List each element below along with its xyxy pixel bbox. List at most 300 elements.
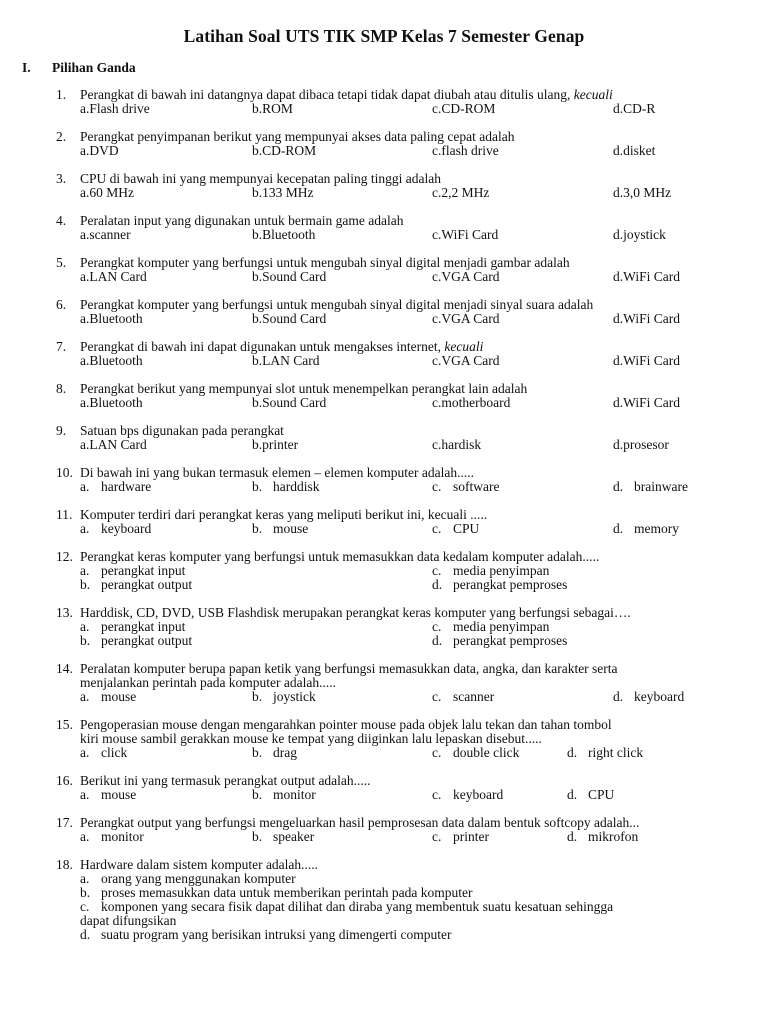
option-a: [80, 228, 131, 242]
option-b: [252, 746, 297, 760]
option-b: [252, 690, 316, 704]
option-row: [56, 438, 756, 452]
question-number: 14.: [56, 661, 73, 676]
option-a: [80, 746, 127, 760]
question-text: Perangkat di bawah ini dapat digunakan untuk mengakses internet, kecuali: [80, 339, 484, 354]
question-stem: [56, 466, 756, 480]
question-number: 10.: [56, 465, 73, 480]
option-row: [56, 270, 756, 284]
option-text: motherboard: [441, 395, 511, 410]
option-d: [613, 144, 655, 158]
option-a: [80, 270, 147, 284]
option-text: drag: [273, 745, 297, 760]
option-text: mouse: [273, 521, 309, 536]
question-6: [56, 298, 756, 326]
question-text: Satuan bps digunakan pada perangkat: [80, 423, 284, 438]
question-13: [56, 606, 756, 648]
option-letter: d.: [613, 353, 624, 368]
option-d: [613, 690, 684, 704]
option-a: [56, 872, 756, 886]
question-stem: [56, 550, 756, 564]
question-15: [56, 718, 756, 760]
option-text: Sound Card: [262, 269, 327, 284]
question-number: 3.: [56, 171, 67, 186]
section-heading: [22, 60, 136, 76]
question-stem: [56, 662, 756, 676]
option-letter: a.: [80, 689, 90, 704]
question-stem: [56, 298, 756, 312]
option-text: software: [453, 479, 500, 494]
option-text: media penyimpan: [453, 619, 550, 634]
option-letter: a.: [80, 619, 90, 634]
question-text: CPU di bawah ini yang mempunyai kecepatan paling tinggi adalah: [80, 171, 442, 186]
question-text: Perangkat penyimpanan berikut yang mempunyai akses data paling cepat adalah: [80, 129, 515, 144]
option-row: [56, 228, 756, 242]
option-letter: a.: [80, 437, 90, 452]
option-letter: b.: [252, 269, 263, 284]
option-letter: b.: [252, 521, 263, 536]
option-letter: b.: [252, 227, 263, 242]
option-letter: b.: [252, 689, 263, 704]
option-text: hardisk: [441, 437, 482, 452]
option-row: [56, 788, 756, 802]
question-16: [56, 774, 756, 802]
option-d: [613, 228, 666, 242]
option-text: monitor: [101, 829, 144, 844]
option-letter: b.: [252, 101, 263, 116]
option-text: double click: [453, 745, 520, 760]
option-d: [613, 396, 680, 410]
option-a: [80, 312, 143, 326]
option-b: [56, 886, 756, 900]
option-b: [252, 480, 320, 494]
question-number: 5.: [56, 255, 67, 270]
option-text: hardware: [101, 479, 152, 494]
option-text: keyboard: [101, 521, 152, 536]
question-number: 2.: [56, 129, 67, 144]
option-b: [252, 788, 316, 802]
question-text: Perangkat komputer yang berfungsi untuk mengubah sinyal digital menjadi gambar adalah: [80, 255, 570, 270]
option-text: Flash drive: [89, 101, 150, 116]
question-stem: [56, 718, 756, 732]
option-d: [613, 102, 655, 116]
question-2: [56, 130, 756, 158]
question-text-continued: kiri mouse sambil gerakkan mouse ke tempat yang diiginkan lalu lepaskan disebut.....: [80, 731, 542, 746]
question-12: [56, 550, 756, 592]
option-letter: a.: [80, 563, 90, 578]
option-text: Bluetooth: [89, 395, 143, 410]
option-d: [613, 480, 688, 494]
option-a: [80, 830, 144, 844]
option-text-continued: dapat difungsikan: [80, 913, 177, 928]
option-a: [80, 396, 143, 410]
question-stem: [56, 172, 756, 186]
option-letter: d.: [613, 521, 624, 536]
question-text: Pengoperasian mouse dengan mengarahkan pointer mouse pada objek lalu tekan dan tahan tombol: [80, 717, 612, 732]
option-text: CD-R: [623, 101, 656, 116]
option-text: disket: [623, 143, 656, 158]
option-text: CPU: [588, 787, 615, 802]
option-letter: a.: [80, 829, 90, 844]
question-text: Di bawah ini yang bukan termasuk elemen – elemen komputer adalah.....: [80, 465, 474, 480]
option-text: DVD: [89, 143, 119, 158]
option-letter: d.: [567, 745, 578, 760]
option-text: VGA Card: [441, 353, 500, 368]
option-a: [80, 522, 151, 536]
option-row: [56, 354, 756, 368]
option-letter: b.: [252, 143, 263, 158]
question-11: [56, 508, 756, 536]
option-letter: d.: [613, 185, 624, 200]
option-letter: a.: [80, 101, 90, 116]
question-17: [56, 816, 756, 844]
option-text: mouse: [101, 787, 137, 802]
option-row: [56, 396, 756, 410]
option-text: monitor: [273, 787, 316, 802]
option-text: WiFi Card: [623, 269, 680, 284]
option-d: [613, 270, 680, 284]
option-letter: a.: [80, 185, 90, 200]
option-c: [432, 354, 500, 368]
option-letter: d.: [613, 227, 624, 242]
option-text: prosesor: [623, 437, 669, 452]
question-number: 1.: [56, 87, 67, 102]
question-text: Peralatan input yang digunakan untuk bermain game adalah: [80, 213, 404, 228]
option-c: [432, 102, 495, 116]
option-text: 133 MHz: [262, 185, 314, 200]
question-stem: [56, 774, 756, 788]
question-3: [56, 172, 756, 200]
option-text: LAN Card: [89, 269, 147, 284]
option-d: [613, 186, 671, 200]
option-letter: b.: [252, 745, 263, 760]
option-letter: c.: [80, 899, 90, 914]
option-letter: d.: [613, 143, 624, 158]
option-text: memory: [634, 521, 679, 536]
option-text: perangkat input: [101, 563, 186, 578]
option-row: [56, 144, 756, 158]
question-emphasis: kecuali: [444, 339, 484, 354]
option-letter: d.: [613, 395, 624, 410]
section-label: Pilihan Ganda: [52, 60, 136, 75]
option-c: [432, 830, 489, 844]
question-stem: [56, 382, 756, 396]
question-stem: [56, 88, 756, 102]
question-number: 11.: [56, 507, 73, 522]
option-b: [252, 830, 314, 844]
option-b: [252, 438, 298, 452]
question-number: 4.: [56, 213, 67, 228]
option-text: brainware: [634, 479, 688, 494]
option-row: [56, 620, 756, 634]
option-text: perangkat input: [101, 619, 186, 634]
option-letter: b.: [252, 479, 263, 494]
option-letter: d.: [567, 787, 578, 802]
option-letter: c.: [432, 227, 442, 242]
question-stem: [56, 816, 756, 830]
question-text-continued: menjalankan perintah pada komputer adalah.....: [80, 675, 337, 690]
option-text: flash drive: [441, 143, 499, 158]
question-text: Perangkat di bawah ini datangnya dapat dibaca tetapi tidak dapat diubah atau ditulis ulang, kecuali: [80, 87, 613, 102]
option-b: [252, 522, 308, 536]
option-letter: c.: [432, 521, 442, 536]
option-text: CD-ROM: [441, 101, 496, 116]
option-text: click: [101, 745, 128, 760]
question-14: [56, 662, 756, 704]
option-b: [252, 102, 293, 116]
option-c: [432, 788, 503, 802]
question-number: 9.: [56, 423, 67, 438]
option-text: perangkat output: [101, 577, 193, 592]
option-text: Sound Card: [262, 311, 327, 326]
option-b: [252, 354, 320, 368]
option-b: [252, 396, 326, 410]
option-c: [432, 270, 500, 284]
option-c: [432, 438, 481, 452]
question-number: 17.: [56, 815, 73, 830]
option-text: 2,2 MHz: [441, 185, 490, 200]
option-row: [56, 634, 756, 648]
option-d: [613, 312, 680, 326]
option-text: printer: [453, 829, 489, 844]
option-letter: a.: [80, 227, 90, 242]
option-letter: b.: [252, 185, 263, 200]
option-d: [567, 788, 614, 802]
option-row: [56, 564, 756, 578]
question-4: [56, 214, 756, 242]
option-letter: c.: [432, 311, 442, 326]
question-number: 8.: [56, 381, 67, 396]
question-number: 13.: [56, 605, 73, 620]
option-letter: d.: [432, 633, 443, 648]
question-number: 18.: [56, 857, 73, 872]
option-row: [56, 102, 756, 116]
option-letter: d.: [613, 311, 624, 326]
option-a: [80, 144, 119, 158]
option-letter: a.: [80, 521, 90, 536]
question-stem: [56, 424, 756, 438]
option-letter: b.: [252, 353, 263, 368]
option-row: [56, 186, 756, 200]
option-d: [567, 830, 638, 844]
option-letter: c.: [432, 619, 442, 634]
option-c: [432, 144, 499, 158]
option-letter: c.: [432, 395, 442, 410]
option-letter: b.: [252, 829, 263, 844]
option-text: WiFi Card: [623, 395, 680, 410]
option-text: komponen yang secara fisik dapat dilihat dan diraba yang membentuk suatu kesatuan sehingga: [101, 899, 614, 914]
option-letter: a.: [80, 395, 90, 410]
option-letter: d.: [613, 269, 624, 284]
question-number: 12.: [56, 549, 73, 564]
question-8: [56, 382, 756, 410]
option-letter: b.: [80, 885, 91, 900]
option-text: 3,0 MHz: [623, 185, 672, 200]
option-b: [80, 634, 192, 648]
question-stem: [56, 508, 756, 522]
option-text: mikrofon: [588, 829, 639, 844]
option-letter: c.: [432, 185, 442, 200]
question-text: Perangkat komputer yang berfungsi untuk mengubah sinyal digital menjadi sinyal suara adalah: [80, 297, 594, 312]
question-text: Perangkat output yang berfungsi mengeluarkan hasil pemprosesan data dalam bentuk softcopy adalah...: [80, 815, 640, 830]
option-letter: c.: [432, 689, 442, 704]
option-text: LAN Card: [262, 353, 320, 368]
option-letter: b.: [252, 311, 263, 326]
option-text: ROM: [262, 101, 293, 116]
option-text: perangkat pemproses: [453, 577, 568, 592]
option-row: [56, 746, 756, 760]
option-letter: d.: [432, 577, 443, 592]
option-text: keyboard: [634, 689, 685, 704]
option-letter: a.: [80, 311, 90, 326]
option-c: [432, 620, 549, 634]
section-number: I.: [22, 60, 31, 75]
question-text: Hardware dalam sistem komputer adalah.....: [80, 857, 319, 872]
option-letter: d.: [613, 101, 624, 116]
option-text: WiFi Card: [623, 311, 680, 326]
option-letter: b.: [80, 577, 91, 592]
question-stem: [56, 130, 756, 144]
option-letter: c.: [432, 787, 442, 802]
option-letter: c.: [432, 745, 442, 760]
option-c: [432, 480, 499, 494]
option-letter: b.: [252, 395, 263, 410]
page-title: Latihan Soal UTS TIK SMP Kelas 7 Semester Genap: [183, 26, 585, 46]
option-text: Bluetooth: [262, 227, 316, 242]
question-text: Harddisk, CD, DVD, USB Flashdisk merupakan perangkat keras komputer yang berfungsi sebagai….: [80, 605, 631, 620]
option-a: [80, 620, 185, 634]
option-c: [432, 564, 549, 578]
option-letter: c.: [432, 269, 442, 284]
option-letter: c.: [432, 479, 442, 494]
option-row: [56, 480, 756, 494]
option-row: [56, 522, 756, 536]
option-letter: a.: [80, 269, 90, 284]
option-text: Bluetooth: [89, 353, 143, 368]
option-d: [613, 522, 679, 536]
option-text: WiFi Card: [623, 353, 680, 368]
question-text: Perangkat keras komputer yang berfungsi untuk memasukkan data kedalam komputer adalah.....: [80, 549, 600, 564]
option-text: perangkat output: [101, 633, 193, 648]
option-text: scanner: [453, 689, 495, 704]
option-letter: d.: [613, 437, 624, 452]
question-1: [56, 88, 756, 116]
question-number: 7.: [56, 339, 67, 354]
option-a: [80, 102, 150, 116]
option-text: suatu program yang berisikan intruksi yang dimengerti computer: [101, 927, 452, 942]
option-text: joystick: [273, 689, 316, 704]
option-a: [80, 690, 136, 704]
option-letter: a.: [80, 745, 90, 760]
option-letter: c.: [432, 101, 442, 116]
question-text: Komputer terdiri dari perangkat keras yang meliputi berikut ini, kecuali .....: [80, 507, 488, 522]
option-letter: a.: [80, 871, 90, 886]
question-18: [56, 858, 756, 942]
option-d: [613, 438, 669, 452]
option-a: [80, 564, 185, 578]
option-c: [432, 746, 519, 760]
option-a: [80, 354, 143, 368]
option-text: joystick: [623, 227, 666, 242]
option-text: harddisk: [273, 479, 320, 494]
option-b: [252, 186, 314, 200]
question-text: Peralatan komputer berupa papan ketik yang berfungsi memasukkan data, angka, dan karakter serta: [80, 661, 618, 676]
option-text: LAN Card: [89, 437, 147, 452]
option-text: VGA Card: [441, 269, 500, 284]
option-text: speaker: [273, 829, 315, 844]
option-letter: c.: [432, 437, 442, 452]
option-text: perangkat pemproses: [453, 633, 568, 648]
option-text: scanner: [89, 227, 131, 242]
option-text: mouse: [101, 689, 137, 704]
option-d: [567, 746, 643, 760]
option-letter: b.: [80, 633, 91, 648]
option-text: proses memasukkan data untuk memberikan perintah pada komputer: [101, 885, 473, 900]
option-letter: d.: [613, 479, 624, 494]
question-9: [56, 424, 756, 452]
option-text: CPU: [453, 521, 480, 536]
option-letter: b.: [252, 787, 263, 802]
option-letter: d.: [613, 689, 624, 704]
question-number: 15.: [56, 717, 73, 732]
question-10: [56, 466, 756, 494]
option-a: [80, 788, 136, 802]
question-stem: [56, 256, 756, 270]
option-text: printer: [262, 437, 299, 452]
option-text: right click: [588, 745, 644, 760]
option-text: Bluetooth: [89, 311, 143, 326]
option-text: VGA Card: [441, 311, 500, 326]
option-letter: c.: [432, 563, 442, 578]
option-d: [613, 354, 680, 368]
question-text: Perangkat berikut yang mempunyai slot untuk menempelkan perangkat lain adalah: [80, 381, 528, 396]
option-c: [432, 186, 489, 200]
option-d: [56, 928, 756, 942]
question-stem: [56, 214, 756, 228]
option-c: [56, 900, 756, 914]
option-d: [432, 634, 567, 648]
option-c: [432, 228, 498, 242]
question-stem: [56, 606, 756, 620]
option-b: [252, 270, 326, 284]
option-b: [80, 578, 192, 592]
question-stem: [56, 340, 756, 354]
question-5: [56, 256, 756, 284]
option-row: [56, 312, 756, 326]
option-a: [80, 438, 147, 452]
option-c: [432, 312, 500, 326]
option-text: Sound Card: [262, 395, 327, 410]
option-text: media penyimpan: [453, 563, 550, 578]
option-row: [56, 690, 756, 704]
option-letter: d.: [567, 829, 578, 844]
option-letter: a.: [80, 353, 90, 368]
option-b: [252, 312, 326, 326]
option-c: [432, 690, 494, 704]
option-letter: c.: [432, 143, 442, 158]
question-number: 16.: [56, 773, 73, 788]
option-letter: d.: [80, 927, 91, 942]
option-text: WiFi Card: [441, 227, 499, 242]
question-emphasis: kecuali: [573, 87, 613, 102]
option-text: orang yang menggunakan komputer: [101, 871, 296, 886]
option-letter: a.: [80, 479, 90, 494]
option-letter: c.: [432, 353, 442, 368]
question-7: [56, 340, 756, 368]
option-b: [252, 144, 316, 158]
option-row: [56, 578, 756, 592]
option-text: 60 MHz: [89, 185, 134, 200]
